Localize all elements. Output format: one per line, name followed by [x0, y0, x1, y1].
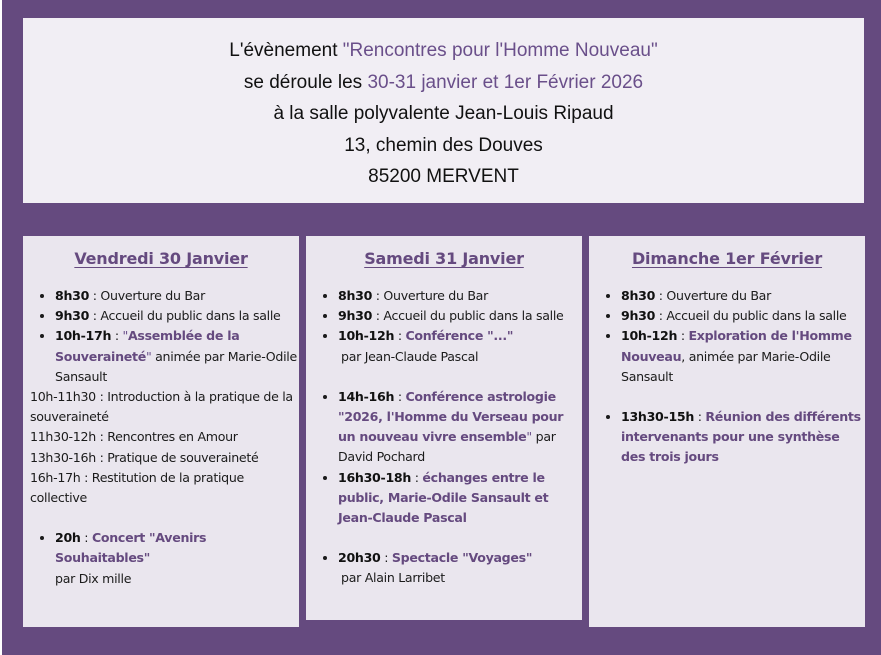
item-highlight: Exploration de l'Homme Nouveau — [621, 328, 852, 364]
schedule-list — [589, 286, 865, 387]
item-time: 10h-17h — [55, 328, 112, 344]
item-separator: : — [372, 288, 384, 303]
schedule-item — [621, 286, 865, 306]
intro-line-event — [23, 35, 864, 67]
event-name: "Rencontres pour l'Homme Nouveau" — [342, 40, 658, 61]
schedule-item — [338, 548, 582, 588]
sub-item: 16h-17h : Restitution de la pratique collective — [30, 469, 244, 506]
item-separator: : — [655, 308, 667, 324]
sub-item: 11h30-12h : Rencontres en Amour — [30, 429, 238, 445]
schedule-item — [338, 286, 582, 306]
item-time: 8h30 — [621, 288, 656, 303]
item-text: Accueil du public dans la salle — [383, 308, 564, 324]
event-dates: 30-31 janvier et 1er Février 2026 — [367, 71, 644, 93]
intro-street: 13, chemin des Douves — [344, 134, 543, 156]
item-separator: : — [411, 469, 423, 485]
item-highlight: Conférence "..." — [405, 328, 514, 344]
schedule-item — [338, 326, 582, 366]
schedule-item — [55, 528, 299, 589]
item-text: Ouverture du Bar — [100, 288, 205, 303]
schedule-item — [338, 306, 582, 326]
schedule-list-afternoon — [306, 387, 582, 528]
day-column-saturday — [306, 236, 582, 620]
spacer — [306, 367, 582, 387]
spacer — [589, 387, 865, 407]
item-time: 9h30 — [338, 308, 373, 324]
intro-event-prefix: L'évènement — [229, 40, 343, 61]
item-separator: : — [372, 308, 384, 324]
item-time: 10h-12h — [621, 328, 678, 344]
item-time: 8h30 — [338, 288, 373, 303]
day-title: Vendredi 30 Janvier — [74, 249, 248, 268]
item-highlight: Assemblée de la Souveraineté — [55, 328, 240, 364]
item-text: par Jean-Claude Pascal — [341, 348, 479, 364]
item-time: 10h-12h — [338, 328, 395, 344]
spacer — [23, 508, 299, 528]
item-text: Accueil du public dans la salle — [100, 308, 281, 324]
item-time: 13h30-15h — [621, 409, 695, 425]
item-time: 9h30 — [55, 308, 90, 324]
schedule-item — [621, 407, 865, 468]
item-text: animée par Marie-Odile Sansault — [55, 348, 297, 384]
schedule-item — [55, 286, 299, 306]
item-text: par David Pochard — [338, 429, 556, 465]
page-background — [2, 0, 881, 655]
item-separator: : — [677, 328, 689, 344]
schedule-list — [23, 286, 299, 387]
item-text: Ouverture du Bar — [383, 288, 488, 303]
schedule-item — [621, 306, 865, 326]
quote-open: " — [122, 328, 128, 344]
item-text: , animée par Marie-Odile Sansault — [621, 348, 831, 384]
item-separator: : — [89, 308, 101, 324]
item-separator: : — [694, 409, 706, 425]
item-time: 16h30-18h — [338, 469, 412, 485]
item-separator: : — [394, 328, 406, 344]
item-text: Ouverture du Bar — [666, 288, 771, 303]
event-intro-box — [23, 18, 864, 203]
item-separator: : — [380, 550, 392, 566]
intro-city: 85200 MERVENT — [368, 166, 519, 187]
quote-close: " — [145, 348, 152, 364]
schedule-item — [621, 326, 865, 387]
sub-item: 10h-11h30 : Introduction à la pratique de la souveraineté — [30, 389, 293, 425]
day-column-friday — [23, 236, 299, 627]
item-highlight: Conférence astrologie "2026, l'Homme du Verseau pour un nouveau vivre ensemble — [338, 388, 564, 445]
item-time: 20h — [55, 530, 81, 546]
item-highlight: échanges entre le public, Marie-Odile Sansault et Jean-Claude Pascal — [338, 469, 549, 526]
item-highlight: Concert "Avenirs Souhaitables" — [55, 530, 207, 566]
schedule-item — [55, 306, 299, 326]
item-separator: : — [89, 288, 101, 303]
schedule-item — [55, 326, 299, 387]
day-title: Dimanche 1er Février — [631, 249, 823, 268]
intro-dates-prefix: se déroule les — [243, 71, 368, 93]
day-title: Samedi 31 Janvier — [364, 249, 524, 268]
item-highlight: Spectacle "Voyages" — [391, 550, 533, 566]
item-separator: : — [394, 388, 406, 404]
schedule-list-evening — [23, 528, 299, 589]
item-time: 8h30 — [55, 288, 90, 303]
intro-venue: à la salle polyvalente Jean-Louis Ripaud — [273, 103, 614, 124]
sub-item: 13h30-16h : Pratique de souveraineté — [30, 449, 259, 465]
schedule-item — [338, 387, 582, 468]
item-separator: : — [111, 328, 123, 344]
item-text: par Alain Larribet — [341, 570, 445, 586]
item-text: par Dix mille — [55, 570, 132, 586]
item-highlight: Réunion des différents intervenants pour une synthèse des trois jours — [621, 409, 861, 465]
schedule-list — [306, 286, 582, 367]
schedule-list-evening — [306, 548, 582, 588]
schedule-list-afternoon — [589, 407, 865, 468]
intro-line-dates — [23, 67, 864, 99]
day-column-sunday — [589, 236, 865, 627]
item-time: 20h30 — [338, 550, 381, 566]
item-time: 9h30 — [621, 308, 656, 324]
quote-close: " — [526, 429, 532, 445]
spacer — [306, 528, 582, 548]
item-separator: : — [80, 530, 92, 546]
item-separator: : — [655, 288, 667, 303]
item-time: 14h-16h — [338, 388, 395, 404]
schedule-item — [338, 468, 582, 529]
item-text: Accueil du public dans la salle — [666, 308, 847, 324]
